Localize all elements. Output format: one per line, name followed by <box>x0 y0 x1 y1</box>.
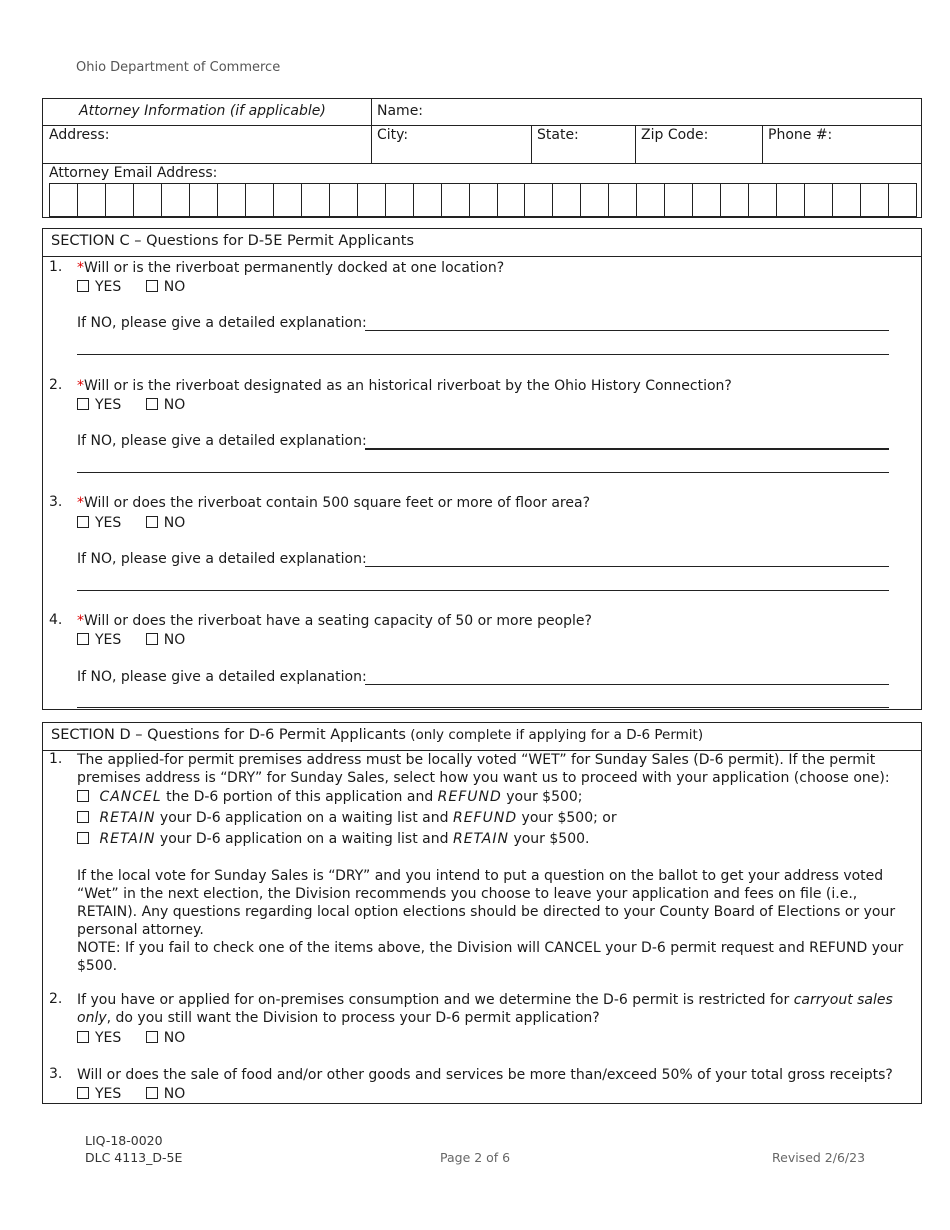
email-char-cell[interactable] <box>50 184 78 216</box>
email-char-cell[interactable] <box>470 184 498 216</box>
option-keyword: RETAIN <box>452 831 509 847</box>
attorney-row-2 <box>43 125 921 164</box>
no-label: NO <box>163 1030 186 1046</box>
checkbox-icon <box>77 633 89 645</box>
email-char-cell[interactable] <box>525 184 553 216</box>
checkbox-icon <box>146 280 158 292</box>
attorney-title: Attorney Information (if applicable) <box>79 103 326 119</box>
explanation-label: If NO, please give a detailed explanation: <box>77 433 367 449</box>
email-char-cell[interactable] <box>414 184 442 216</box>
question-number: 2. <box>49 377 63 393</box>
email-char-cell[interactable] <box>386 184 414 216</box>
explanation-line[interactable] <box>77 707 889 708</box>
checkbox-icon <box>77 398 89 410</box>
email-char-cell[interactable] <box>218 184 246 216</box>
no-label: NO <box>163 1086 186 1102</box>
yes-checkbox[interactable] <box>77 632 121 648</box>
explanation-line[interactable] <box>77 472 889 473</box>
no-checkbox[interactable] <box>146 1086 186 1102</box>
section-c <box>42 228 922 710</box>
email-char-cell[interactable] <box>861 184 889 216</box>
question-number: 2. <box>49 991 63 1007</box>
yes-label: YES <box>95 397 122 413</box>
yes-label: YES <box>95 515 122 531</box>
email-label: Attorney Email Address: <box>49 165 218 181</box>
no-checkbox[interactable] <box>146 515 186 531</box>
email-char-cell[interactable] <box>637 184 665 216</box>
question-text: Will or does the sale of food and/or other goods and services be more than/exceed 50% of your total gross receipts? <box>77 1067 893 1083</box>
checkbox-icon <box>146 1087 158 1099</box>
option-text: your $500; or <box>517 810 617 826</box>
question-number: 3. <box>49 1066 63 1082</box>
email-char-cell[interactable] <box>665 184 693 216</box>
no-label: NO <box>163 515 186 531</box>
yes-checkbox[interactable] <box>77 1030 121 1046</box>
email-char-cell[interactable] <box>498 184 526 216</box>
page-number: Page 2 of 6 <box>440 1150 511 1165</box>
explanation-label: If NO, please give a detailed explanation: <box>77 551 367 567</box>
email-char-cell[interactable] <box>581 184 609 216</box>
required-mark: * <box>77 495 84 511</box>
email-char-cell[interactable] <box>693 184 721 216</box>
explanation-line[interactable] <box>77 590 889 591</box>
email-char-cell[interactable] <box>805 184 833 216</box>
email-char-cell[interactable] <box>162 184 190 216</box>
email-char-cell[interactable] <box>777 184 805 216</box>
explanation-line[interactable] <box>365 330 889 331</box>
divider <box>635 125 636 163</box>
explanation-line[interactable] <box>365 684 889 685</box>
yes-label: YES <box>95 1030 122 1046</box>
attorney-row-1 <box>43 99 921 126</box>
no-label: NO <box>163 279 186 295</box>
question-text: Will or is the riverboat designated as an historical riverboat by the Ohio History Connection? <box>84 378 732 394</box>
divider <box>371 99 372 125</box>
question-number: 4. <box>49 612 63 628</box>
checkbox-icon <box>77 516 89 528</box>
yes-checkbox[interactable] <box>77 397 121 413</box>
option-text: your $500. <box>509 831 590 847</box>
no-checkbox[interactable] <box>146 397 186 413</box>
yes-no-options <box>77 632 205 648</box>
option-keyword: CANCEL <box>99 789 162 805</box>
checkbox-icon <box>146 633 158 645</box>
address-label: Address: <box>49 127 110 143</box>
phone-label: Phone #: <box>768 127 833 143</box>
no-checkbox[interactable] <box>146 279 186 295</box>
email-char-cell[interactable] <box>833 184 861 216</box>
state-label: State: <box>537 127 579 143</box>
email-char-cell[interactable] <box>358 184 386 216</box>
option-text: the D-6 portion of this application and <box>161 789 438 805</box>
option-keyword: REFUND <box>452 810 518 826</box>
attorney-info-box <box>42 98 922 218</box>
required-mark: * <box>77 613 84 629</box>
no-checkbox[interactable] <box>146 632 186 648</box>
checkbox-icon <box>77 811 89 823</box>
divider <box>371 125 372 163</box>
question-text: If you have or applied for on-premises consumption and we determine the D-6 permit is restricted for <box>77 992 794 1008</box>
question-number: 1. <box>49 259 63 275</box>
no-label: NO <box>163 397 186 413</box>
section-d-heading: Questions for D-6 Permit Applicants <box>147 727 406 743</box>
question-text: , do you still want the Division to process your D-6 permit application? <box>106 1010 600 1026</box>
required-mark: * <box>77 378 84 394</box>
question-text: Will or does the riverboat contain 500 square feet or more of floor area? <box>84 495 590 511</box>
no-label: NO <box>163 632 186 648</box>
question-number: 1. <box>49 751 63 767</box>
explanation-line[interactable] <box>365 566 889 567</box>
explanation-label: If NO, please give a detailed explanation: <box>77 669 367 685</box>
question-text: The applied-for permit premises address must be locally voted “WET” for Sunday Sales (D-6 permit). If the permit premises address is “DRY” for Sunday Sales, select how you want us to proceed with your application (choose one): <box>77 752 890 786</box>
required-mark: * <box>77 260 84 276</box>
email-char-cell[interactable] <box>889 184 916 216</box>
email-char-cell[interactable] <box>190 184 218 216</box>
question-number: 3. <box>49 494 63 510</box>
name-label: Name: <box>377 103 424 119</box>
zip-label: Zip Code: <box>641 127 709 143</box>
question-text: Will or does the riverboat have a seating capacity of 50 or more people? <box>84 613 592 629</box>
form-code: DLC 4113_D-5E <box>85 1150 183 1165</box>
city-label: City: <box>377 127 409 143</box>
checkbox-icon <box>77 790 89 802</box>
explanation-label: If NO, please give a detailed explanation: <box>77 315 367 331</box>
yes-no-options <box>77 1030 205 1046</box>
yes-no-options <box>77 515 205 531</box>
divider <box>531 125 532 163</box>
option-text: your $500; <box>501 789 583 805</box>
section-c-title <box>43 229 921 257</box>
option-keyword: RETAIN <box>99 810 156 826</box>
yes-checkbox[interactable] <box>77 279 121 295</box>
checkbox-icon <box>77 1087 89 1099</box>
checkbox-icon <box>77 832 89 844</box>
yes-no-options <box>77 1086 205 1102</box>
email-char-cell[interactable] <box>721 184 749 216</box>
default-note: NOTE: If you fail to check one of the items above, the Division will CANCEL your D-6 permit request and REFUND your $500. <box>77 940 904 974</box>
section-c-heading: Questions for D-5E Permit Applicants <box>146 233 415 249</box>
section-d-prefix: SECTION D – <box>51 727 148 743</box>
yes-label: YES <box>95 279 122 295</box>
explanation-line[interactable] <box>77 354 889 355</box>
option-text: your D-6 application on a waiting list and <box>155 831 453 847</box>
yes-label: YES <box>95 632 122 648</box>
retain-refund-option[interactable] <box>77 810 617 826</box>
email-char-cell[interactable] <box>749 184 777 216</box>
email-char-cell[interactable] <box>106 184 134 216</box>
explanation-line[interactable] <box>365 448 889 450</box>
email-char-cell[interactable] <box>246 184 274 216</box>
revised-date: Revised 2/6/23 <box>772 1150 866 1165</box>
option-keyword: REFUND <box>437 789 502 805</box>
email-char-cell[interactable] <box>302 184 330 216</box>
email-char-cell[interactable] <box>609 184 637 216</box>
section-c-prefix: SECTION C – <box>51 233 147 249</box>
checkbox-icon <box>77 280 89 292</box>
wet-dry-guidance: If the local vote for Sunday Sales is “DRY” and you intend to put a question on the ballot to get your address voted “Wet” in the next election, the Division recommends you choose to leave your application and fees on file (i.e., RETAIN). Any questions regarding local option elections should be directed to your County Board of Elections or your personal attorney. <box>77 868 896 938</box>
form-id: LIQ-18-0020 <box>85 1133 163 1148</box>
email-char-cell[interactable] <box>553 184 581 216</box>
option-text: your D-6 application on a waiting list and <box>155 810 453 826</box>
checkbox-icon <box>146 1031 158 1043</box>
section-d-title <box>43 723 921 751</box>
email-char-cell[interactable] <box>442 184 470 216</box>
email-char-cell[interactable] <box>78 184 106 216</box>
section-d <box>42 722 922 1104</box>
yes-checkbox[interactable] <box>77 515 121 531</box>
question-emphasis: carryout sales only <box>77 992 893 1026</box>
section-d-note: (only complete if applying for a D-6 Permit) <box>405 727 704 743</box>
email-char-cell[interactable] <box>134 184 162 216</box>
retain-retain-option[interactable] <box>77 831 589 847</box>
checkbox-icon <box>146 398 158 410</box>
checkbox-icon <box>146 516 158 528</box>
yes-no-options <box>77 279 205 295</box>
department-header: Ohio Department of Commerce <box>76 60 281 75</box>
yes-label: YES <box>95 1086 122 1102</box>
yes-checkbox[interactable] <box>77 1086 121 1102</box>
question-text: Will or is the riverboat permanently docked at one location? <box>84 260 505 276</box>
checkbox-icon <box>77 1031 89 1043</box>
no-checkbox[interactable] <box>146 1030 186 1046</box>
divider <box>762 125 763 163</box>
email-char-cell[interactable] <box>330 184 358 216</box>
cancel-refund-option[interactable] <box>77 789 583 805</box>
email-char-cell[interactable] <box>274 184 302 216</box>
email-input-grid[interactable] <box>49 183 917 217</box>
option-keyword: RETAIN <box>99 831 156 847</box>
yes-no-options <box>77 397 205 413</box>
